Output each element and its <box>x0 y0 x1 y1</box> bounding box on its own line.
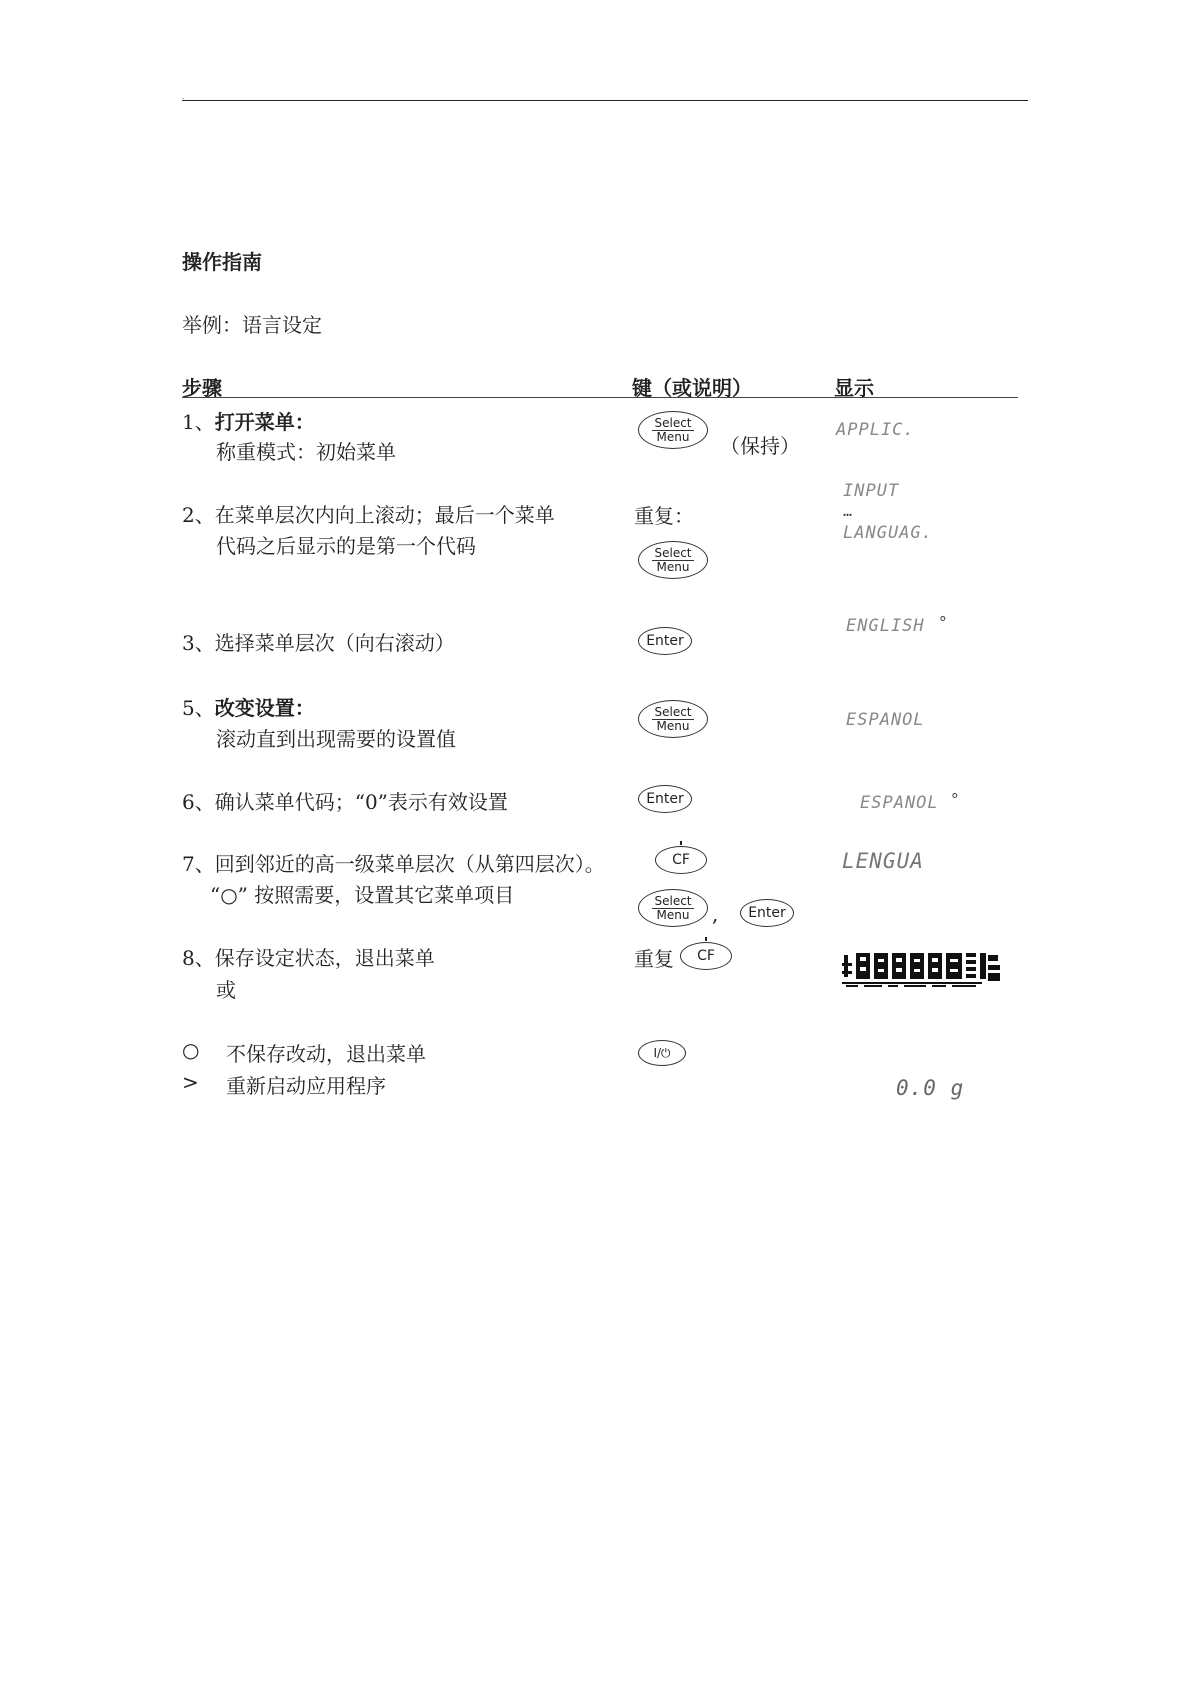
enter-button[interactable]: Enter <box>740 899 794 927</box>
step-1-title: 1、打开菜单： <box>182 410 315 434</box>
option-2-text: 重新启动应用程序 <box>226 1074 386 1098</box>
select-label: Select <box>654 704 692 719</box>
column-header-display: 显示 <box>834 376 874 400</box>
step-6-display-mark: ° <box>950 790 961 809</box>
page-title: 操作指南 <box>182 250 262 274</box>
select-menu-button[interactable] <box>638 541 708 579</box>
column-header-steps: 步骤 <box>182 376 222 400</box>
step-5-display: ESPANOL <box>846 710 925 730</box>
select-label: Select <box>654 415 692 430</box>
step-1-display: APPLIC. <box>836 420 915 440</box>
menu-label: Menu <box>656 559 690 574</box>
select-menu-button[interactable] <box>638 411 708 449</box>
menu-label: Menu <box>656 429 690 444</box>
step-3-display-mark: ° <box>938 613 949 632</box>
select-label: Select <box>654 545 692 560</box>
table-header-rule <box>182 397 1018 398</box>
power-button[interactable]: I/⏻ <box>638 1040 686 1066</box>
step-2-display-dots: … <box>843 502 854 520</box>
header-dot: . <box>182 92 185 101</box>
select-menu-button[interactable] <box>638 700 708 738</box>
step-6-text: 6、确认菜单代码；“0”表示有效设置 <box>182 790 508 814</box>
step-1-key-note: （保持） <box>720 434 800 458</box>
step-7-line-2: “○” 按照需要，设置其它菜单项目 <box>210 883 515 907</box>
step-3-text: 3、选择菜单层次（向右滚动） <box>182 631 455 655</box>
step-7-line-1: 7、回到邻近的高一级菜单层次（从第四层次）。 <box>182 852 605 876</box>
step-3-display: ENGLISH <box>846 616 925 636</box>
step-1-subtitle: 称重模式：初始菜单 <box>216 440 396 464</box>
step-2-key-note: 重复： <box>634 504 694 528</box>
example-caption: 举例：语言设定 <box>182 313 322 337</box>
cf-button[interactable]: CF <box>655 846 707 874</box>
select-menu-button[interactable] <box>638 889 708 927</box>
cf-button[interactable]: CF <box>680 942 732 970</box>
step-6-display: ESPANOL <box>860 793 939 813</box>
step-8-line-1: 8、保存设定状态，退出菜单 <box>182 946 435 970</box>
option-1-text: 不保存改动，退出菜单 <box>226 1042 426 1066</box>
step-5-subtitle: 滚动直到出现需要的设置值 <box>216 727 456 751</box>
step-8-line-2: 或 <box>216 978 236 1002</box>
step-7-comma: , <box>712 902 719 926</box>
menu-label: Menu <box>656 907 690 922</box>
select-label: Select <box>654 893 692 908</box>
step-5-title: 5、改变设置： <box>182 696 315 720</box>
step-2-display-line-1: INPUT <box>843 481 900 501</box>
final-weight-display: 0.0 g <box>896 1076 965 1100</box>
menu-label: Menu <box>656 718 690 733</box>
save-status-display-graphic <box>842 949 1004 989</box>
column-header-keys: 键（或说明） <box>632 376 752 400</box>
step-2-line-2: 代码之后显示的是第一个代码 <box>216 534 476 558</box>
step-7-display: LENGUA <box>842 849 924 873</box>
step-2-line-1: 2、在菜单层次内向上滚动；最后一个菜单 <box>182 503 555 527</box>
enter-button[interactable]: Enter <box>638 627 692 655</box>
step-2-display-line-2: LANGUAG. <box>843 523 933 543</box>
header-rule <box>182 100 1028 101</box>
option-1-bullet: ○ <box>182 1038 200 1062</box>
enter-button[interactable]: Enter <box>638 785 692 813</box>
option-2-bullet: > <box>182 1070 199 1094</box>
step-8-key-note: 重复 <box>634 947 674 971</box>
